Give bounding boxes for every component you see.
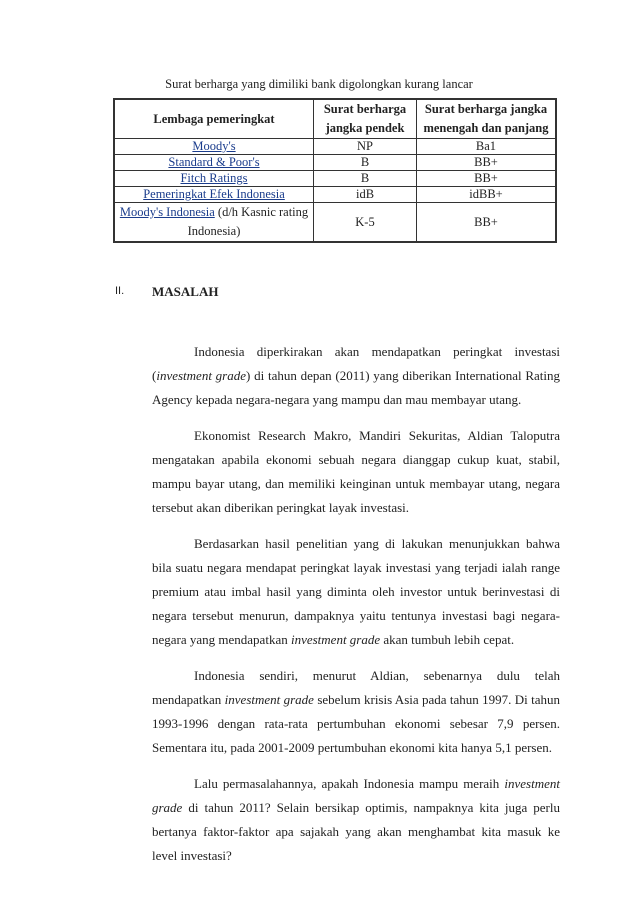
long-term-cell: BB+ (417, 155, 557, 171)
table-row (114, 187, 556, 203)
text-run: Indonesia sendiri, menurut Aldian, sebenarnya dulu telah mendapatkan (152, 668, 560, 707)
section-number: II. (115, 285, 125, 297)
text-run: Berdasarkan hasil penelitian yang di lakukan menunjukkan bahwa bila suatu negara mendapat peringkat layak investasi yang terjadi ialah range premium atau imbal hasil yang diminta oleh investor untuk berinvestasi di negara tersebut menurun, dampaknya yaitu tentunya investasi bagi negara-negara yang mendapatkan (152, 536, 560, 647)
table-row (114, 203, 556, 243)
agency-cell (114, 187, 314, 203)
agency-link-sp[interactable]: Standard & Poor's (168, 155, 260, 169)
text-run: di tahun 2011? Selain bersikap optimis, nampaknya kita juga perlu bertanya faktor-faktor apa sajakah yang akan menghambat kita masuk ke level investasi? (152, 800, 560, 863)
text-run: Lalu permasalahannya, apakah Indonesia mampu meraih (194, 776, 505, 791)
body-text (152, 340, 560, 880)
italic-term: investment grade (156, 368, 247, 383)
paragraph (152, 340, 560, 412)
agency-cell (114, 155, 314, 171)
rating-table (113, 98, 557, 243)
short-term-cell: B (314, 171, 417, 187)
italic-term: investment grade (152, 776, 560, 815)
long-term-cell: BB+ (417, 171, 557, 187)
agency-link-moodys[interactable]: Moody's (192, 139, 236, 153)
italic-term: investment grade (224, 692, 314, 707)
table-header-row (114, 99, 556, 139)
paragraph: Ekonomist Research Makro, Mandiri Sekuritas, Aldian Taloputra mengatakan apabila ekonomi sebuah negara dianggap cukup kuat, stabil, mampu bayar utang, dan memiliki keinginan untuk membayar utang, negara tersebut akan diberikan peringkat layak investasi. (152, 428, 560, 515)
section-title: MASALAH (152, 284, 219, 299)
table-row (114, 139, 556, 155)
long-term-cell: idBB+ (417, 187, 557, 203)
header-long-term: Surat berharga jangka menengah dan panjang (417, 99, 557, 139)
short-term-cell: K-5 (314, 203, 417, 243)
agency-cell (114, 171, 314, 187)
short-term-cell: idB (314, 187, 417, 203)
header-agency: Lembaga pemeringkat (114, 99, 314, 139)
short-term-cell: B (314, 155, 417, 171)
italic-term: investment grade (290, 632, 381, 647)
agency-link-moodys-indonesia[interactable]: Moody's Indonesia (119, 205, 215, 219)
table-row (114, 155, 556, 171)
text-run: sebelum krisis Asia pada tahun 1997. Di tahun 1993-1996 dengan rata-rata pertumbuhan ekonomi sebesar 7,9 persen. Sementara itu, pada 2001-2009 pertumbuhan ekonomi kita hanya 5,1 persen. (152, 692, 560, 755)
long-term-cell: BB+ (417, 203, 557, 243)
agency-suffix: (d/h Kasnic rating Indonesia) (187, 205, 309, 238)
table-row (114, 171, 556, 187)
long-term-cell: Ba1 (417, 139, 557, 155)
table-caption: Surat berharga yang dimiliki bank digolongkan kurang lancar (165, 77, 473, 91)
paragraph (152, 772, 560, 868)
text-run: Indonesia diperkirakan akan mendapatkan peringkat investasi ( (152, 344, 560, 383)
agency-link-pefindo[interactable]: Pemeringkat Efek Indonesia (143, 187, 285, 201)
agency-cell (114, 139, 314, 155)
agency-cell (114, 203, 314, 243)
agency-link-fitch[interactable]: Fitch Ratings (180, 171, 248, 185)
paragraph (152, 532, 560, 652)
header-short-term: Surat berharga jangka pendek (314, 99, 417, 139)
short-term-cell: NP (314, 139, 417, 155)
paragraph (152, 664, 560, 760)
text-run: ) di tahun depan (2011) yang diberikan International Rating Agency kepada negara-negara yang mampu dan mau membayar utang. (152, 368, 560, 407)
text-run: akan tumbuh lebih cepat. (380, 632, 515, 647)
